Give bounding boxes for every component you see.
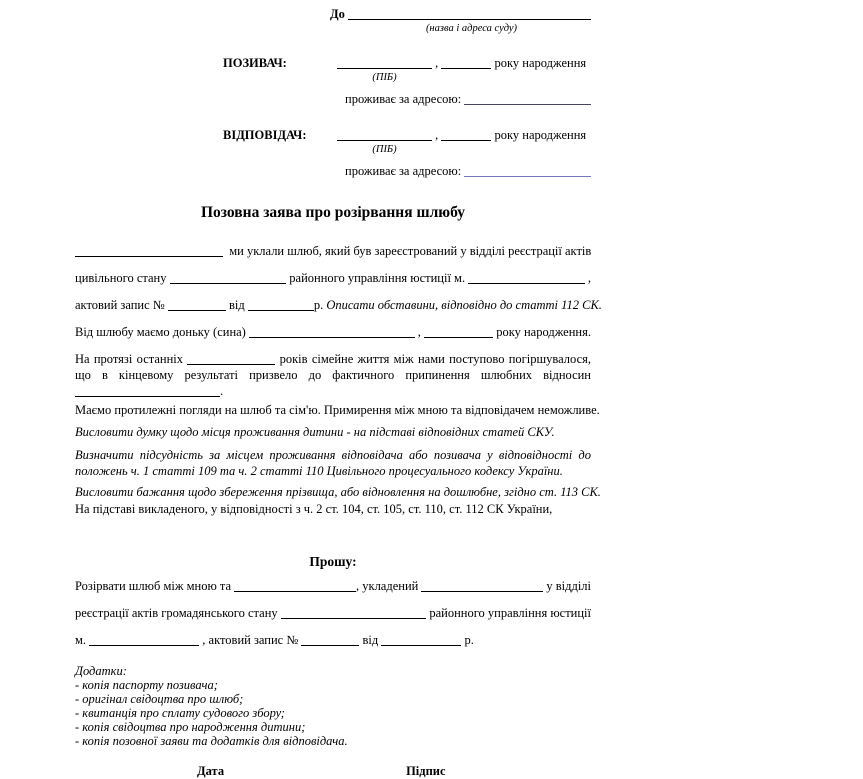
paragraph-surname-note: Висловити бажання щодо збереження прізвища, або відновлення на дошлюбне, згідно ст. 113 СК. bbox=[75, 485, 601, 499]
paragraph-registry-office bbox=[75, 271, 591, 286]
family-life-text-a: На протязі останніх bbox=[75, 352, 184, 366]
plaintiff-name-blank[interactable] bbox=[337, 56, 432, 69]
request-dissolve-text: Розірвати шлюб між мною та bbox=[75, 579, 232, 593]
record-date-blank[interactable] bbox=[248, 298, 314, 311]
attachments-list bbox=[75, 664, 591, 748]
paragraph-opposite-views: Маємо протилежні погляди на шлюб та сім'ю. Примирення між мною та відповідачем неможливе. bbox=[75, 403, 600, 417]
plaintiff-pib-hint: (ПІБ) bbox=[372, 72, 397, 83]
defendant-line bbox=[75, 128, 591, 143]
attachment-item: - копія позовної заяви та додатків для відповідача. bbox=[75, 734, 348, 748]
defendant-address-label: проживає за адресою: bbox=[345, 164, 462, 178]
request-record-text: , актовий запис № bbox=[202, 633, 299, 647]
request-department-text: у відділі bbox=[546, 579, 592, 593]
describe-circumstances-note: Описати обставини, відповідно до статті 112 СК. bbox=[326, 298, 602, 312]
attachment-item: - копія паспорту позивача; bbox=[75, 678, 218, 692]
attachment-item: - копія свідоцтва про народження дитини; bbox=[75, 720, 306, 734]
defendant-address-line bbox=[345, 164, 591, 179]
registry-office-blank[interactable] bbox=[170, 271, 287, 284]
record-year-suffix: р. bbox=[313, 298, 324, 312]
plaintiff-birth-suffix: року народження bbox=[494, 56, 587, 70]
plaintiff-birth-year-blank[interactable] bbox=[441, 56, 491, 69]
child-birth-suffix: року народження. bbox=[496, 325, 591, 339]
plaintiff-comma: , bbox=[435, 56, 439, 70]
signature-block bbox=[75, 764, 591, 779]
document-title: Позовна заява про розірвання шлюбу bbox=[200, 204, 466, 221]
date-label: Дата bbox=[197, 764, 225, 778]
p1-trailing-comma: , bbox=[587, 271, 592, 285]
record-number-blank[interactable] bbox=[168, 298, 226, 311]
signature-label: Підпис bbox=[406, 764, 446, 778]
request-year-suffix: р. bbox=[464, 633, 474, 647]
paragraph-marriage-registered bbox=[75, 244, 591, 259]
child-comma: , bbox=[417, 325, 421, 339]
defendant-birth-suffix: року народження bbox=[494, 128, 587, 142]
city-blank[interactable] bbox=[468, 271, 585, 284]
spouse-name-blank[interactable] bbox=[234, 579, 356, 592]
court-name-blank[interactable] bbox=[348, 7, 591, 20]
request-line-2 bbox=[75, 606, 591, 621]
defendant-label: ВІДПОВІДАЧ: bbox=[223, 128, 307, 142]
child-text: Від шлюбу маємо доньку (сина) bbox=[75, 325, 246, 339]
child-name-blank[interactable] bbox=[249, 325, 415, 338]
plaintiff-line bbox=[75, 56, 591, 71]
defendant-name-blank[interactable] bbox=[337, 128, 432, 141]
city-blank-2[interactable] bbox=[89, 633, 199, 646]
plaintiff-address-line bbox=[345, 92, 591, 107]
p1-civil-status-text: цивільного стану bbox=[75, 271, 167, 285]
defendant-address-blank[interactable] bbox=[464, 164, 591, 177]
request-line-3 bbox=[75, 633, 591, 648]
defendant-pib-hint: (ПІБ) bbox=[372, 144, 397, 155]
request-heading: Прошу: bbox=[309, 554, 357, 569]
marriage-date-blank[interactable] bbox=[421, 579, 543, 592]
paragraph-act-record bbox=[75, 298, 602, 313]
court-hint: (назва і адреса суду) bbox=[425, 23, 518, 34]
paragraph-child-residence-note: Висловити думку щодо місця проживання дитини - на підставі відповідних статей СКУ. bbox=[75, 425, 555, 439]
paragraph-child bbox=[75, 325, 591, 340]
request-line-1 bbox=[75, 579, 591, 594]
plaintiff-address-label: проживає за адресою: bbox=[345, 92, 462, 106]
attachments-label: Додатки: bbox=[75, 664, 127, 678]
paragraph-jurisdiction-note: Визначити підсудність за місцем проживання відповідача або позивача у відповідності до положень ч. 1 статті 109 та ч. 2 статті 110 Цивільного процесуального кодексу України. bbox=[75, 448, 591, 478]
attachment-item: - квитанція про сплату судового збору; bbox=[75, 706, 285, 720]
separation-date-blank[interactable] bbox=[75, 384, 220, 397]
paragraph-legal-basis: На підставі викладеного, у відповідності з ч. 2 ст. 104, ст. 105, ст. 110, ст. 112 СК України, bbox=[75, 502, 553, 516]
paragraph-family-life bbox=[75, 351, 591, 399]
p1-justice-dept-text: районного управління юстиції м. bbox=[289, 271, 466, 285]
court-to-label: До bbox=[330, 7, 345, 21]
years-count-blank[interactable] bbox=[187, 352, 275, 365]
request-city-prefix: м. bbox=[75, 633, 87, 647]
p1-text: ми уклали шлюб, який був зареєстрований у відділі реєстрації актів bbox=[229, 244, 592, 258]
request-registry-text: реєстрації актів громадянського стану bbox=[75, 606, 278, 620]
record-number-text: актовий запис № bbox=[75, 298, 165, 312]
plaintiff-address-blank[interactable] bbox=[464, 92, 591, 105]
request-from-text: від bbox=[362, 633, 379, 647]
family-life-text-b: років сімейне життя між нами поступово погіршувалося, що в кінцевому результаті призвело до фактичного припинення шлюбних відносин bbox=[75, 352, 592, 382]
defendant-comma: , bbox=[435, 128, 439, 142]
registry-office-blank-2[interactable] bbox=[281, 606, 426, 619]
attachment-item: - оригінал свідоцтва про шлюб; bbox=[75, 692, 244, 706]
defendant-birth-year-blank[interactable] bbox=[441, 128, 491, 141]
record-number-blank-2[interactable] bbox=[301, 633, 359, 646]
request-concluded-text: , укладений bbox=[356, 579, 419, 593]
court-line bbox=[330, 7, 591, 22]
request-justice-text: районного управління юстиції bbox=[429, 606, 591, 620]
spouses-names-blank[interactable] bbox=[75, 244, 223, 257]
family-life-period: . bbox=[220, 384, 224, 398]
child-birth-year-blank[interactable] bbox=[424, 325, 493, 338]
plaintiff-label: ПОЗИВАЧ: bbox=[223, 56, 287, 70]
document-content bbox=[75, 7, 602, 779]
record-date-blank-2[interactable] bbox=[381, 633, 461, 646]
record-date-text: від bbox=[228, 298, 245, 312]
